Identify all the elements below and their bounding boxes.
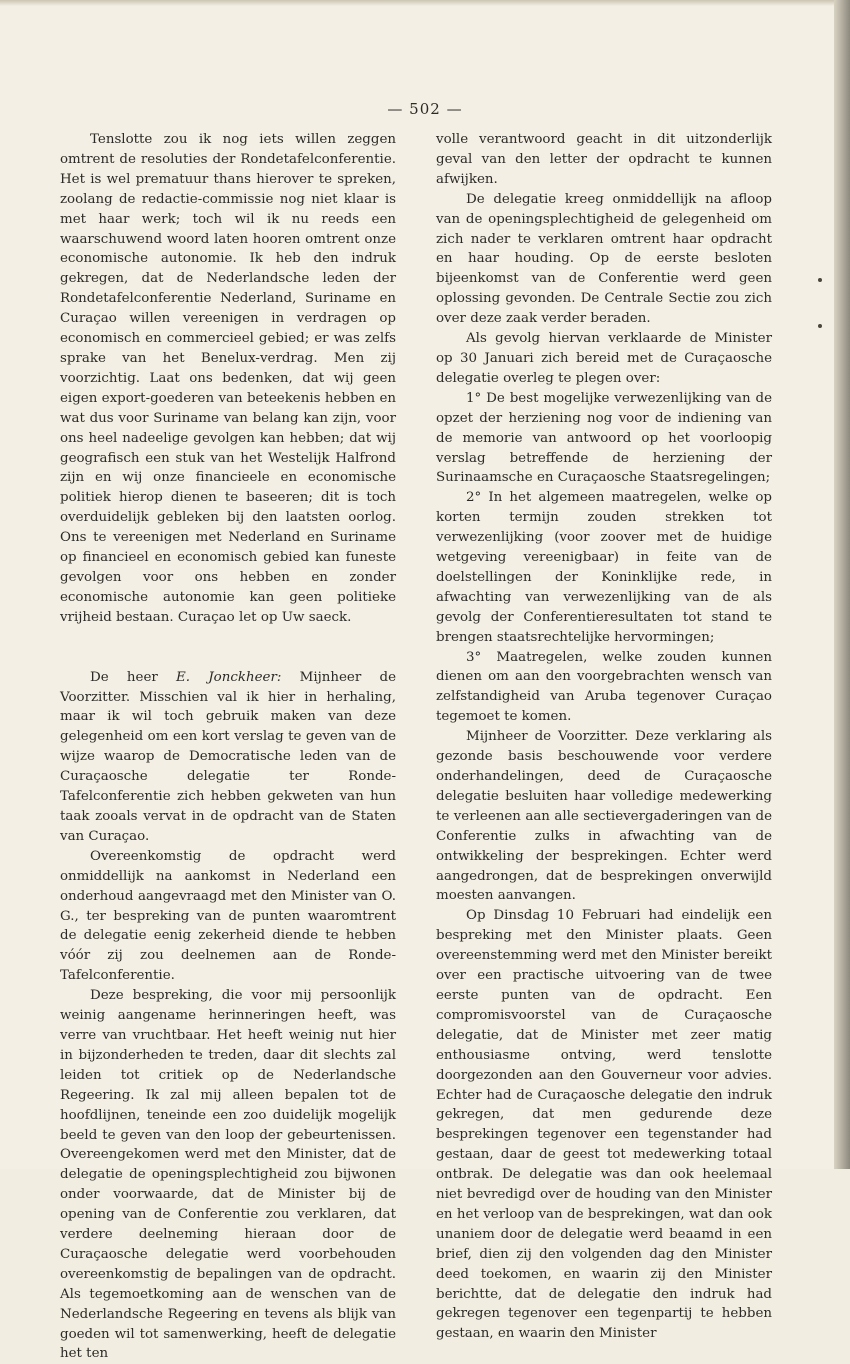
paragraph: Als gevolg hiervan verklaarde de Minister op 30 Januari zich bereid met de Curaçaosche delegatie overleg te plegen over: [436,331,772,386]
speck-mark [818,324,822,328]
paragraph: volle verantwoord geacht in dit uitzonderlijk geval van den letter der opdracht te kunnen afwijken. [436,132,772,187]
page-binding-edge [834,0,850,1169]
paragraph: De delegatie kreeg onmiddellijk na afloop van de openingsplechtigheid de gelegenheid om zich nader te verklaren omtrent haar opdracht en haar houding. Op de eerste besloten bijeenkomst van de Conferentie werd geen oplossing gevonden. De Centrale Sectie zou zich over deze zaak verder beraden. [436,191,772,327]
paragraph: Deze bespreking, die voor mij persoonlijk weinig aangename herinneringen heeft, was verre van vruchtbaar. Het heeft weinig nut hier in bijzonderheden te treden, daar dit slechts zal leiden tot critiek op de Nederlandsche Regeering. Ik zal mij alleen bepalen tot de hoofdlijnen, teneinde een zoo duidelijk mogelijk beeld te geven van den loop der gebeurtenissen. Overeengekomen werd met den Minister, dat de delegatie de openingsplechtigheid zou bijwonen onder voorwaarde, dat de Minister bij de opening van de Conferentie zou verklaren, dat verdere deelneming hieraan door de Curaçaosche delegatie werd voorbehouden overeenkomstig de bepalingen van de opdracht. Als tegemoetkoming aan de wenschen van de Nederlandsche Regeering en tevens als blijk van goeden wil tot samenwerking, heeft de delegatie het ten [60,988,396,1362]
paragraph: Overeenkomstig de opdracht werd onmiddellijk na aankomst in Nederland een onderhoud aangevraagd met den Minister van O. G., ter bespreking van de punten waaromtrent de delegatie eenig zekerheid diende te hebben vóór zij zou deelnemen aan de Ronde-Tafelconferentie. [60,848,396,984]
speaker-text: Mijnheer de Voorzitter. Misschien val ik hier in herhaling, maar ik wil toch gebruik maken van deze gelegenheid om een kort verslag te geven van de wijze waarop de Democratische leden van de Curaçaosche delegatie ter Ronde-Tafelconferentie zich hebben gekweten van hun taak zooals vervat in de opdracht van de Staten van Curaçao. [60,669,397,844]
list-item: 2° In het algemeen maatregelen, welke op korten termijn zouden strekken tot verwezenlijking (voor zoover met de huidige wetgeving vereenigbaar) in feite van de doelstellingen der Koninklijke rede, in afwachting van verwezenlijking van de als gevolg der Conferentieresultaten tot stand te brengen staatsrechtelijke hervormingen; [436,490,772,645]
paragraph: Tenslotte zou ik nog iets willen zeggen omtrent de resoluties der Rondetafelconferentie. Het is wel prematuur thans hierover te spreken, zoolang de redactie-commissie nog niet klaar is met haar werk; toch wil ik nu reeds een waarschuwend woord laten hooren omtrent onze economische autonomie. Ik heb den indruk gekregen, dat de Nederlandsche leden der Rondetafelconferentie Nederland, Suriname en Curaçao willen vereenigen in verdragen op economisch en commercieel gebied; er was zelfs sprake van het Benelux-verdrag. Men zij voorzichtig. Laat ons bedenken, dat wij geen eigen export-goederen van beteekenis hebben en wat dus voor Suriname van belang kan zijn, voor ons heel nadeelige gevolgen kan hebben; dat wij geografisch een stuk van het Westelijk Halfrond zijn en wij onze financieele en economische politiek hierop dienen te baseeren; dit is toch overduidelijk gebleken bij den laatsten oorlog. Ons te vereenigen met Nederland en Suriname op financieel en economisch gebied kan funeste gevolgen voor ons hebben en zonder economische autonomie kan geen politieke vrijheid bestaan. Curaçao let op Uw saeck. [60,132,396,625]
speck-mark [818,278,822,282]
right-column [436,130,772,1344]
left-column [60,130,396,1364]
speaker-name: E. Jonckheer: [176,669,282,685]
paragraph-speaker-jonckheer [60,668,396,847]
list-item: 1° De best mogelijke verwezenlijking van de opzet der herziening nog voor de indiening van de memorie van antwoord op het voorloopig verslag betreffende de herziening der Surinaamsche en Curaçaosche Staatsregelingen; [436,390,772,486]
page-number: — 502 — [387,100,463,118]
paragraph: Mijnheer de Voorzitter. Deze verklaring als gezonde basis beschouwende voor verdere onderhandelingen, deed de Curaçaosche delegatie besluiten haar volledige medewerking te verleenen aan alle sectievergaderingen van de Conferentie zulks in afwachting van de ontwikkeling der besprekingen. Echter werd aangedrongen, dat de besprekingen onverwijld moesten aanvangen. [436,729,772,904]
paragraph: Op Dinsdag 10 Februari had eindelijk een bespreking met den Minister plaats. Geen overeenstemming werd met den Minister bereikt over een practische uitvoering van de twee eerste punten van de opdracht. Een compromisvoorstel van de Curaçaosche delegatie, dat de Minister met zeer matig enthousiasme ontving, werd tenslotte doorgezonden aan den Gouverneur voor advies. Echter had de Curaçaosche delegatie den indruk gekregen, dat men gedurende deze besprekingen tegenover een tegenstander had gestaan, daar de geest tot medewerking totaal ontbrak. De delegatie was dan ook heelemaal niet bevredigd over de houding van den Minister en het verloop van de besprekingen, wat dan ook unaniem door de delegatie werd beaamd in een brief, dien zij den volgenden dag den Minister deed toekomen, en waarin zij den Minister berichtte, dat de delegatie den indruk had gekregen tegenover een tegenpartij te hebben gestaan, en waarin den Minister [436,908,772,1342]
page-top-edge [0,0,850,6]
speaker-prefix: De heer [90,669,177,685]
list-item: 3° Maatregelen, welke zouden kunnen dienen om aan den voorgebrachten wensch van zelfstandigheid van Aruba tegenover Curaçao tegemoet te komen. [436,649,772,725]
